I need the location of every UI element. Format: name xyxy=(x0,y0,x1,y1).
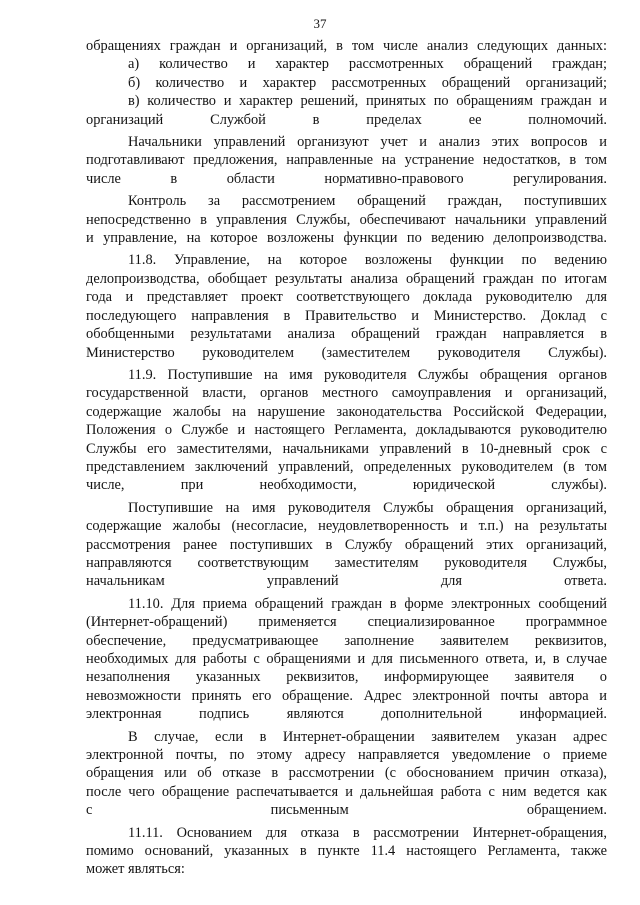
text-line: электронной почты, по этому адресу направляется уведомление о приеме xyxy=(86,747,607,764)
text-line: направляются соответствующим заместителям руководителя Службы, xyxy=(86,554,607,571)
text-line: обеспечение, предусматривающее заполнение заявителем реквизитов, xyxy=(86,632,607,649)
text-line: числе в области нормативно-правового регулирования. xyxy=(86,170,607,187)
text-line: Службы его заместителями, начальниками управлений в 10-дневный срок с xyxy=(86,440,607,457)
text-line: обобщенными результатами анализа обращений граждан направляется в xyxy=(86,326,607,343)
text-line: невозможности принять его обращение. Адрес электронной почты автора и xyxy=(86,687,607,704)
text-line: подготавливают предложения, направленные на устранение недостатков, в том xyxy=(86,152,607,169)
list-item-a: а) количество и характер рассмотренных обращений граждан; xyxy=(128,56,607,73)
text-line: (Интернет-обращений) применяется специализированное программное xyxy=(86,614,607,631)
text-line: Поступившие на имя руководителя Службы обращения организаций, xyxy=(128,499,607,516)
text-line: необходимых для работы с обращениями и для письменного ответа, и, в случае xyxy=(86,651,607,667)
text-line: государственной власти, органов местного самоуправления и организаций, xyxy=(86,385,607,402)
text-line: содержащие жалобы (несогласие, неудовлетворенность и т.п.) на результаты xyxy=(86,518,607,535)
text-line: последующего направления в Правительство и Министерство. Доклад с xyxy=(86,307,607,324)
text-line: после чего обращение распечатывается и дальнейшая работа с ним ведется как xyxy=(86,783,607,800)
regulation-text xyxy=(86,37,607,879)
list-item-c: в) количество и характер решений, принятых по обращениям граждан и xyxy=(128,93,607,110)
text-line: Контроль за рассмотрением обращений граждан, поступивших xyxy=(128,193,607,210)
text-line: числе, при необходимости, юридической службы). xyxy=(86,477,607,494)
page-number: 37 xyxy=(313,16,327,31)
text-line: Положения о Службе и настоящего Регламента, докладываются руководителю xyxy=(86,422,607,439)
text-line: Министерство руководителем (заместителем руководителя Службы). xyxy=(86,344,607,361)
text-line: с письменным обращением. xyxy=(86,802,607,819)
text-line: организаций Службой в пределах ее полномочий. xyxy=(86,111,607,128)
section-11-11-line: 11.11. Основанием для отказа в рассмотрении Интернет-обращения, xyxy=(128,824,607,841)
text-line: электронная подпись являются дополнительной информацией. xyxy=(86,706,607,723)
text-line: обращения или об отказе в рассмотрении (с обоснованием причин отказа), xyxy=(86,765,607,782)
section-11-9-line: 11.9. Поступившие на имя руководителя Службы обращения органов xyxy=(128,366,607,383)
text-line: содержащие жалобы на нарушение законодательства Российской Федерации, xyxy=(86,403,607,420)
section-11-10-line: 11.10. Для приема обращений граждан в форме электронных сообщений xyxy=(128,595,607,612)
text-line: и управление, на которое возложены функции по ведению делопроизводства. xyxy=(86,230,607,247)
text-line: обращениях граждан и организаций, в том числе анализ следующих данных: xyxy=(86,38,607,54)
text-line: делопроизводства, обобщает результаты анализа обращений граждан по итогам xyxy=(86,270,607,287)
text-line: рассмотрения ранее поступивших в Службу обращений этих организаций, xyxy=(86,536,607,553)
text-line: незаполнения указанных реквизитов, информирующее заявителя о xyxy=(86,669,607,686)
section-11-8-line: 11.8. Управление, на которое возложены функции по ведению xyxy=(128,252,607,269)
text-line: помимо оснований, указанных в пункте 11.4 настоящего Регламента, также xyxy=(86,843,607,860)
text-line: В случае, если в Интернет-обращении заявителем указан адрес xyxy=(128,728,607,745)
text-line: начальникам управлений для ответа. xyxy=(86,573,607,590)
text-line: непосредственно в управления Службы, обеспечивают начальники управлений xyxy=(86,211,607,228)
list-item-b: б) количество и характер рассмотренных обращений организаций; xyxy=(128,74,607,91)
text-line: Начальники управлений организуют учет и анализ этих вопросов и xyxy=(128,134,607,151)
text-line: может являться: xyxy=(86,861,185,878)
text-line: года и представляет проект соответствующего доклада руководителю для xyxy=(86,289,607,306)
text-line: представлением заключений управлений, определенных руководителем (в том xyxy=(86,458,607,475)
